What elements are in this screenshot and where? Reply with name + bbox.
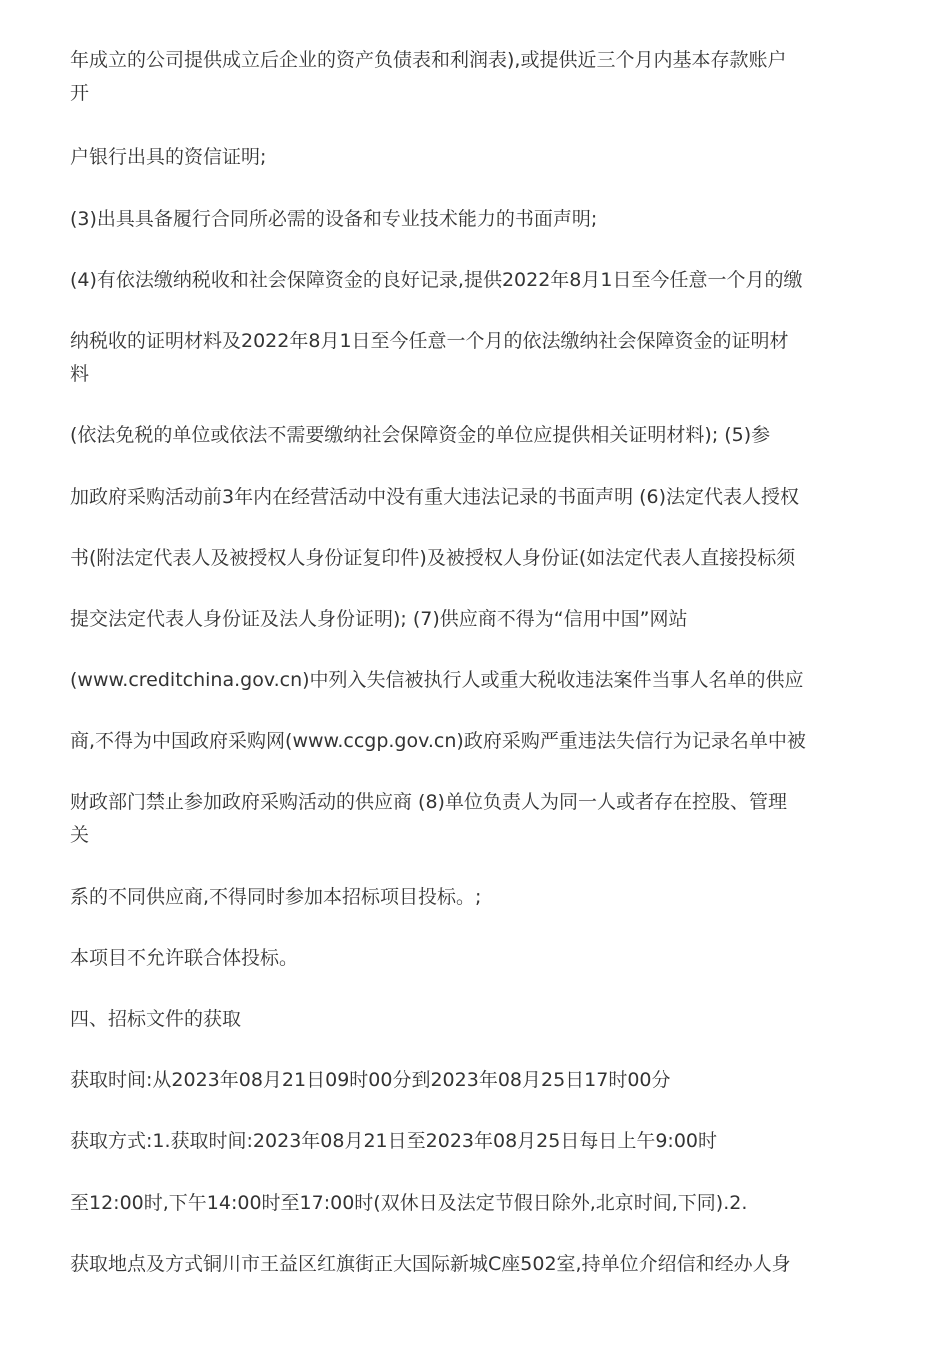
text-line: 获取方式:1.获取时间:2023年08月21日至2023年08月25日每日上午9:00时 xyxy=(70,1130,718,1152)
text-line: 获取时间:从2023年08月21日09时00分到2023年08月25日17时00分 xyxy=(70,1069,671,1091)
text-line: 商,不得为中国政府采购网(www.ccgp.gov.cn)政府采购严重违法失信行为记录名单中被 xyxy=(70,730,806,752)
text-line: 关 xyxy=(70,824,90,846)
text-line: 四、招标文件的获取 xyxy=(70,1008,242,1030)
text-line: 本项目不允许联合体投标。 xyxy=(70,947,299,969)
text-line: 开 xyxy=(70,82,90,104)
text-line: (依法免税的单位或依法不需要缴纳社会保障资金的单位应提供相关证明材料); (5)参 xyxy=(70,424,771,446)
text-line: (3)出具具备履行合同所必需的设备和专业技术能力的书面声明; xyxy=(70,208,598,230)
text-line: 书(附法定代表人及被授权人身份证复印件)及被授权人身份证(如法定代表人直接投标须 xyxy=(70,547,796,569)
text-line: (4)有依法缴纳税收和社会保障资金的良好记录,提供2022年8月1日至今任意一个月的缴 xyxy=(70,269,803,291)
text-line: 提交法定代表人身份证及法人身份证明); (7)供应商不得为“信用中国”网站 xyxy=(70,608,688,630)
paragraph xyxy=(70,1187,885,1220)
text-line: 料 xyxy=(70,363,90,385)
paragraph xyxy=(70,264,885,297)
text-line: 系的不同供应商,不得同时参加本招标项目投标。; xyxy=(70,886,482,908)
paragraph xyxy=(70,725,885,758)
paragraph xyxy=(70,603,885,636)
paragraph xyxy=(70,664,885,697)
section-heading xyxy=(70,1003,885,1036)
paragraph xyxy=(70,881,885,914)
paragraph xyxy=(70,1248,885,1281)
text-line: 年成立的公司提供成立后企业的资产负债表和利润表),或提供近三个月内基本存款账户 xyxy=(70,49,787,71)
paragraph xyxy=(70,1064,885,1097)
paragraph xyxy=(70,419,885,452)
paragraph xyxy=(70,1125,885,1158)
paragraph xyxy=(70,203,885,236)
text-line: 纳税收的证明材料及2022年8月1日至今任意一个月的依法缴纳社会保障资金的证明材 xyxy=(70,330,789,352)
text-line: 加政府采购活动前3年内在经营活动中没有重大违法记录的书面声明 (6)法定代表人授权 xyxy=(70,486,800,508)
text-line: 户银行出具的资信证明; xyxy=(70,146,267,168)
paragraph xyxy=(70,786,885,852)
paragraph xyxy=(70,44,885,110)
text-line: 获取地点及方式铜川市王益区红旗街正大国际新城C座502室,持单位介绍信和经办人身 xyxy=(70,1253,791,1275)
paragraph xyxy=(70,942,885,975)
paragraph xyxy=(70,325,885,391)
text-line: 至12:00时,下午14:00时至17:00时(双休日及法定节假日除外,北京时间,下同).2. xyxy=(70,1192,748,1214)
paragraph xyxy=(70,542,885,575)
text-line: 财政部门禁止参加政府采购活动的供应商 (8)单位负责人为同一人或者存在控股、管理 xyxy=(70,791,787,813)
paragraph xyxy=(70,481,885,514)
text-line: (www.creditchina.gov.cn)中列入失信被执行人或重大税收违法案件当事人名单的供应 xyxy=(70,669,804,691)
paragraph xyxy=(70,141,885,174)
